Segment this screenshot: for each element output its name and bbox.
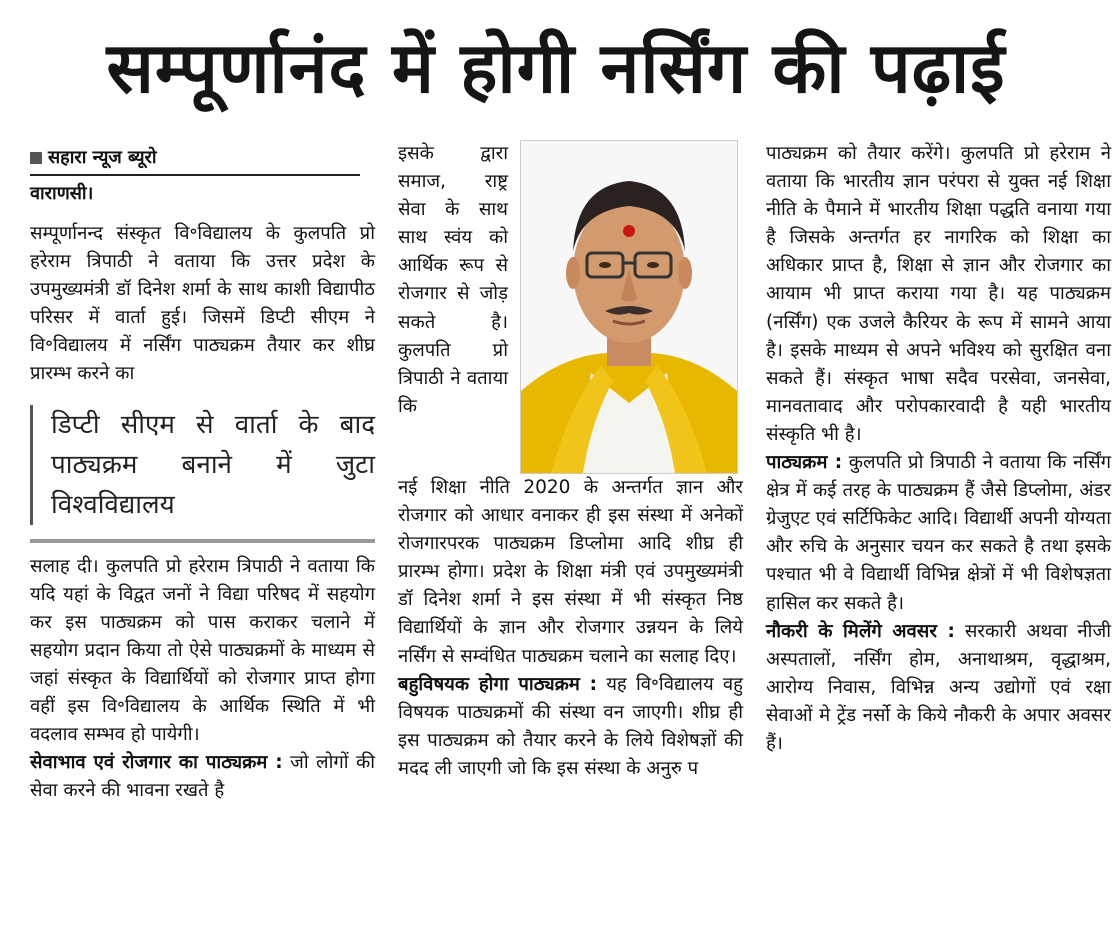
paragraph: सलाह दी। कुलपति प्रो हरेराम त्रिपाठी ने वताया कि यदि यहां के विद्वत जनों ने विद्या परिषद में सहयोग कर इस पाठ्यक्रम को पास कराकर चलाने में सहयोग प्रदान किया तो ऐसे पाठ्यक्रमों के माध्यम से जहां संस्कृत के विद्यार्थियों को रोजगार प्राप्त होगा वहीं इस वि॰विद्यालय के आर्थिक स्थिति में भी वदलाव सम्भव हो पायेगी। <box>30 555 375 746</box>
pull-quote-divider <box>30 539 375 543</box>
dateline: वाराणसी। <box>30 183 94 204</box>
byline-divider <box>30 174 360 176</box>
portrait-illustration <box>521 141 737 473</box>
byline <box>30 144 375 172</box>
portrait-photo <box>520 140 738 474</box>
paragraph: इसके द्वारा समाज, राष्ट्र सेवा के साथ साथ स्वंय को आर्थिक रूप से रोजगार से जोड़ सकते है। कुलपति प्रो त्रिपाठी ने वताया कि <box>398 143 508 417</box>
subheading: बहुविषयक होगा पाठ्यक्रम : <box>398 673 598 695</box>
paragraph: कुलपति प्रो त्रिपाठी ने वताया कि नर्सिंग क्षेत्र में कई तरह के पाठ्यक्रम हैं जैसे डिप्लोमा, अंडर ग्रेजुएट एवं सर्टिफिकेट आदि। विद्यार्थी अपनी योग्यता और रुचि के अनुसार चयन कर सकते है तथा इसके पश्चात भी वे विद्यार्थी विभिन्न क्षेत्रों में भी विशेषज्ञता हासिल कर सकते है। <box>766 452 1111 614</box>
paragraph: पाठ्यक्रम को तैयार करेंगे। कुलपति प्रो हरेराम ने वताया कि भारतीय ज्ञान परंपरा से युक्त नई शिक्षा नीति के पैमाने में भारतीय शिक्षा पद्धति वनाया गया है जिसके अन्तर्गत हर नागरिक को शिक्षा का अधिकार प्राप्त है, शिक्षा से ज्ञान और रोजगार का आयाम भी प्राप्त कराया गया है। यह पाठ्यक्रम (नर्सिंग) एक उजले कैरियर के रूप में सामने आया है। इसके माध्यम से अपने भविश्य को सुरक्षित वना सकते हैं। संस्कृत भाषा सदैव परसेवा, जनसेवा, मानवतावाद और परोपकारवादी है यही भारतीय संस्कृति भी है। <box>766 143 1111 445</box>
headline: सम्पूर्णानंद में होगी नर्सिंग की पढ़ाई <box>106 27 1006 109</box>
subheading: पाठ्यक्रम : <box>766 452 843 474</box>
article-column-1 <box>30 140 375 805</box>
subheading: नौकरी के मिलेंगे अवसर : <box>766 620 955 642</box>
article-column-2 <box>398 140 743 783</box>
paragraph: सम्पूर्णानन्द संस्कृत वि॰विद्यालय के कुलपति प्रो हरेराम त्रिपाठी ने वताया कि उत्तर प्रदेश के उपमुख्यमंत्री डॉ दिनेश शर्मा के साथ काशी विद्यापीठ परिसर में वार्ता हुई। जिसमें डिप्टी सीएम ने वि॰विद्यालय में नर्सिंग पाठ्यक्रम तैयार कर शीघ्र प्रारम्भ करने का <box>30 223 375 385</box>
paragraph: जो लोगों की सेवा करने की भावना रखते है <box>30 752 375 802</box>
paragraph: सरकारी अथवा नीजी अस्पतालों, नर्सिंग होम, अनाथाश्रम, वृद्धाश्रम, आरोग्य निवास, विभिन्न अन्य उद्योगों एवं रक्षा सेवाओं मे ट्रेंड नर्सो के किये नौकरी के अपार अवसर हैं। <box>766 620 1111 754</box>
paragraph: नई शिक्षा नीति 2020 के अन्तर्गत ज्ञान और रोजगार को आधार वनाकर ही इस संस्था में अनेकों रोजगारपरक पाठ्यक्रम डिप्लोमा आदि शीघ्र ही प्रारम्भ होगा। प्रदेश के शिक्षा मंत्री एवं उपमुख्यमंत्री डॉ दिनेश शर्मा ने इस संस्था में भी संस्कृत निष्ठ विद्यार्थियों के ज्ञान और रोजगार उन्नयन के लिये नर्सिंग से सम्वंधित पाठ्यक्रम चलाने का सलाह दिए। <box>398 477 743 667</box>
byline-text: सहारा न्यूज ब्यूरो <box>48 147 157 168</box>
pull-quote: डिप्टी सीएम से वार्ता के बाद पाठ्यक्रम बनाने में जुटा विश्वविद्यालय <box>30 405 375 525</box>
paragraph: यह वि॰विद्यालय वहु विषयक पाठ्यक्रमों की संस्था वन जाएगी। शीघ्र ही इस पाठ्यक्रम को तैयार करने के लिये विशेषज्ञों की मदद ली जाएगी जो कि इस संस्था के अनुरु प <box>398 673 743 779</box>
article-column-3 <box>766 140 1111 758</box>
subheading: सेवाभाव एवं रोजगार का पाठ्यक्रम : <box>30 752 283 774</box>
byline-square-icon <box>30 152 42 164</box>
